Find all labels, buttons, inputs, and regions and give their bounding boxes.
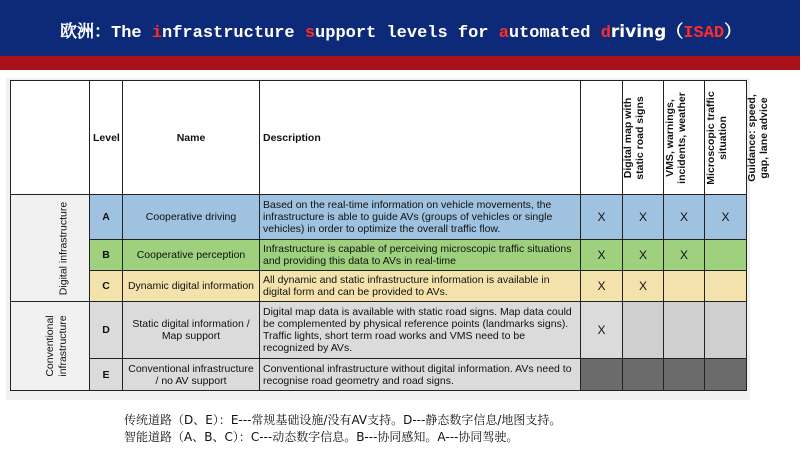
support-cell bbox=[623, 359, 664, 391]
support-cell: X bbox=[581, 195, 623, 240]
title-part: riving（ bbox=[610, 22, 684, 42]
name-cell: Dynamic digital information bbox=[123, 271, 260, 302]
support-cell: X bbox=[705, 195, 747, 240]
name-cell: Cooperative driving bbox=[123, 195, 260, 240]
footer-line-conventional: 传统道路（D、E）：E---常规基础设施/没有AV支持。D---静态数字信息/地图支持。 bbox=[124, 413, 562, 427]
description-cell: Conventional infrastructure without digital information. AVs need to recognise road geometry and road signs. bbox=[260, 359, 581, 391]
header-col-label: VMS, warnings, incidents, weather bbox=[664, 91, 688, 184]
name-cell: Cooperative perception bbox=[123, 240, 260, 271]
support-cell: X bbox=[623, 195, 664, 240]
support-cell bbox=[705, 271, 747, 302]
level-cell: A bbox=[90, 195, 123, 240]
table-row bbox=[11, 302, 747, 359]
support-cell: X bbox=[623, 271, 664, 302]
level-cell: E bbox=[90, 359, 123, 391]
support-cell bbox=[664, 359, 705, 391]
name-cell: Conventional infrastructure / no AV support bbox=[123, 359, 260, 391]
group-conventional-infrastructure bbox=[11, 302, 90, 391]
group-digital-infrastructure bbox=[11, 195, 90, 302]
title-part: a bbox=[498, 24, 509, 43]
table-header-row bbox=[11, 81, 747, 195]
support-cell bbox=[705, 359, 747, 391]
slide-title bbox=[60, 18, 741, 46]
table-row bbox=[11, 240, 747, 271]
header-col-digital-map bbox=[581, 81, 646, 195]
header-description: Description bbox=[260, 81, 581, 195]
support-cell: X bbox=[664, 195, 705, 240]
header-name: Name bbox=[123, 81, 260, 195]
support-cell bbox=[623, 302, 664, 359]
description-cell: All dynamic and static infrastructure information is available in digital form and can be provided to AVs. bbox=[260, 271, 581, 302]
support-cell bbox=[705, 240, 747, 271]
table-row bbox=[11, 195, 747, 240]
header-group bbox=[11, 81, 90, 195]
title-prefix: 欧洲： bbox=[60, 22, 111, 42]
group-label: Digital infrastructure bbox=[57, 201, 70, 295]
support-cell: X bbox=[623, 240, 664, 271]
level-cell: C bbox=[90, 271, 123, 302]
support-cell bbox=[705, 302, 747, 359]
support-cell bbox=[581, 359, 623, 391]
title-part: s bbox=[304, 24, 316, 43]
name-cell: Static digital information / Map support bbox=[123, 302, 260, 359]
header-col-label: Guidance: speed, gap, lane advice bbox=[746, 93, 770, 182]
footer-notes bbox=[124, 412, 764, 446]
footer-line-digital: 智能道路（A、B、C）：C---动态数字信息。B---协同感知。A---协同驾驶。 bbox=[124, 430, 519, 444]
table-row bbox=[11, 271, 747, 302]
description-cell: Digital map data is available with static road signs. Map data could be complemented by physical reference points (landmarks signs). Traffic lights, short term road works and VMS need to be recognized by AVs. bbox=[260, 302, 581, 359]
level-cell: D bbox=[90, 302, 123, 359]
title-part: d bbox=[600, 24, 611, 43]
title-part: upport levels for bbox=[315, 24, 499, 43]
description-cell: Based on the real-time information on vehicle movements, the infrastructure is able to guide AVs (groups of vehicles or single vehicles) in order to optimize the overall traffic flow. bbox=[260, 195, 581, 240]
description-cell: Infrastructure is capable of perceiving microscopic traffic situations and providing this data to AVs in real-time bbox=[260, 240, 581, 271]
title-underline bbox=[0, 56, 800, 70]
support-cell: X bbox=[664, 240, 705, 271]
isad-table-panel bbox=[6, 78, 770, 400]
title-part: utomated bbox=[508, 24, 601, 43]
title-part: The bbox=[111, 24, 152, 43]
support-cell bbox=[664, 271, 705, 302]
support-cell: X bbox=[581, 240, 623, 271]
support-cell bbox=[664, 302, 705, 359]
table-row bbox=[11, 359, 747, 391]
header-col-label: Digital map with static road signs bbox=[622, 95, 646, 180]
title-part: ） bbox=[724, 22, 742, 42]
isad-table bbox=[10, 80, 770, 391]
header-level: Level bbox=[90, 81, 123, 195]
level-cell: B bbox=[90, 240, 123, 271]
support-cell: X bbox=[581, 271, 623, 302]
group-label: Conventional infrastructure bbox=[44, 315, 69, 377]
title-part: nfrastructure bbox=[162, 24, 305, 43]
header-col-label: Microscopic traffic situation bbox=[705, 90, 729, 185]
support-cell: X bbox=[581, 302, 623, 359]
title-part: ISAD bbox=[683, 24, 725, 43]
title-part: i bbox=[151, 24, 163, 43]
